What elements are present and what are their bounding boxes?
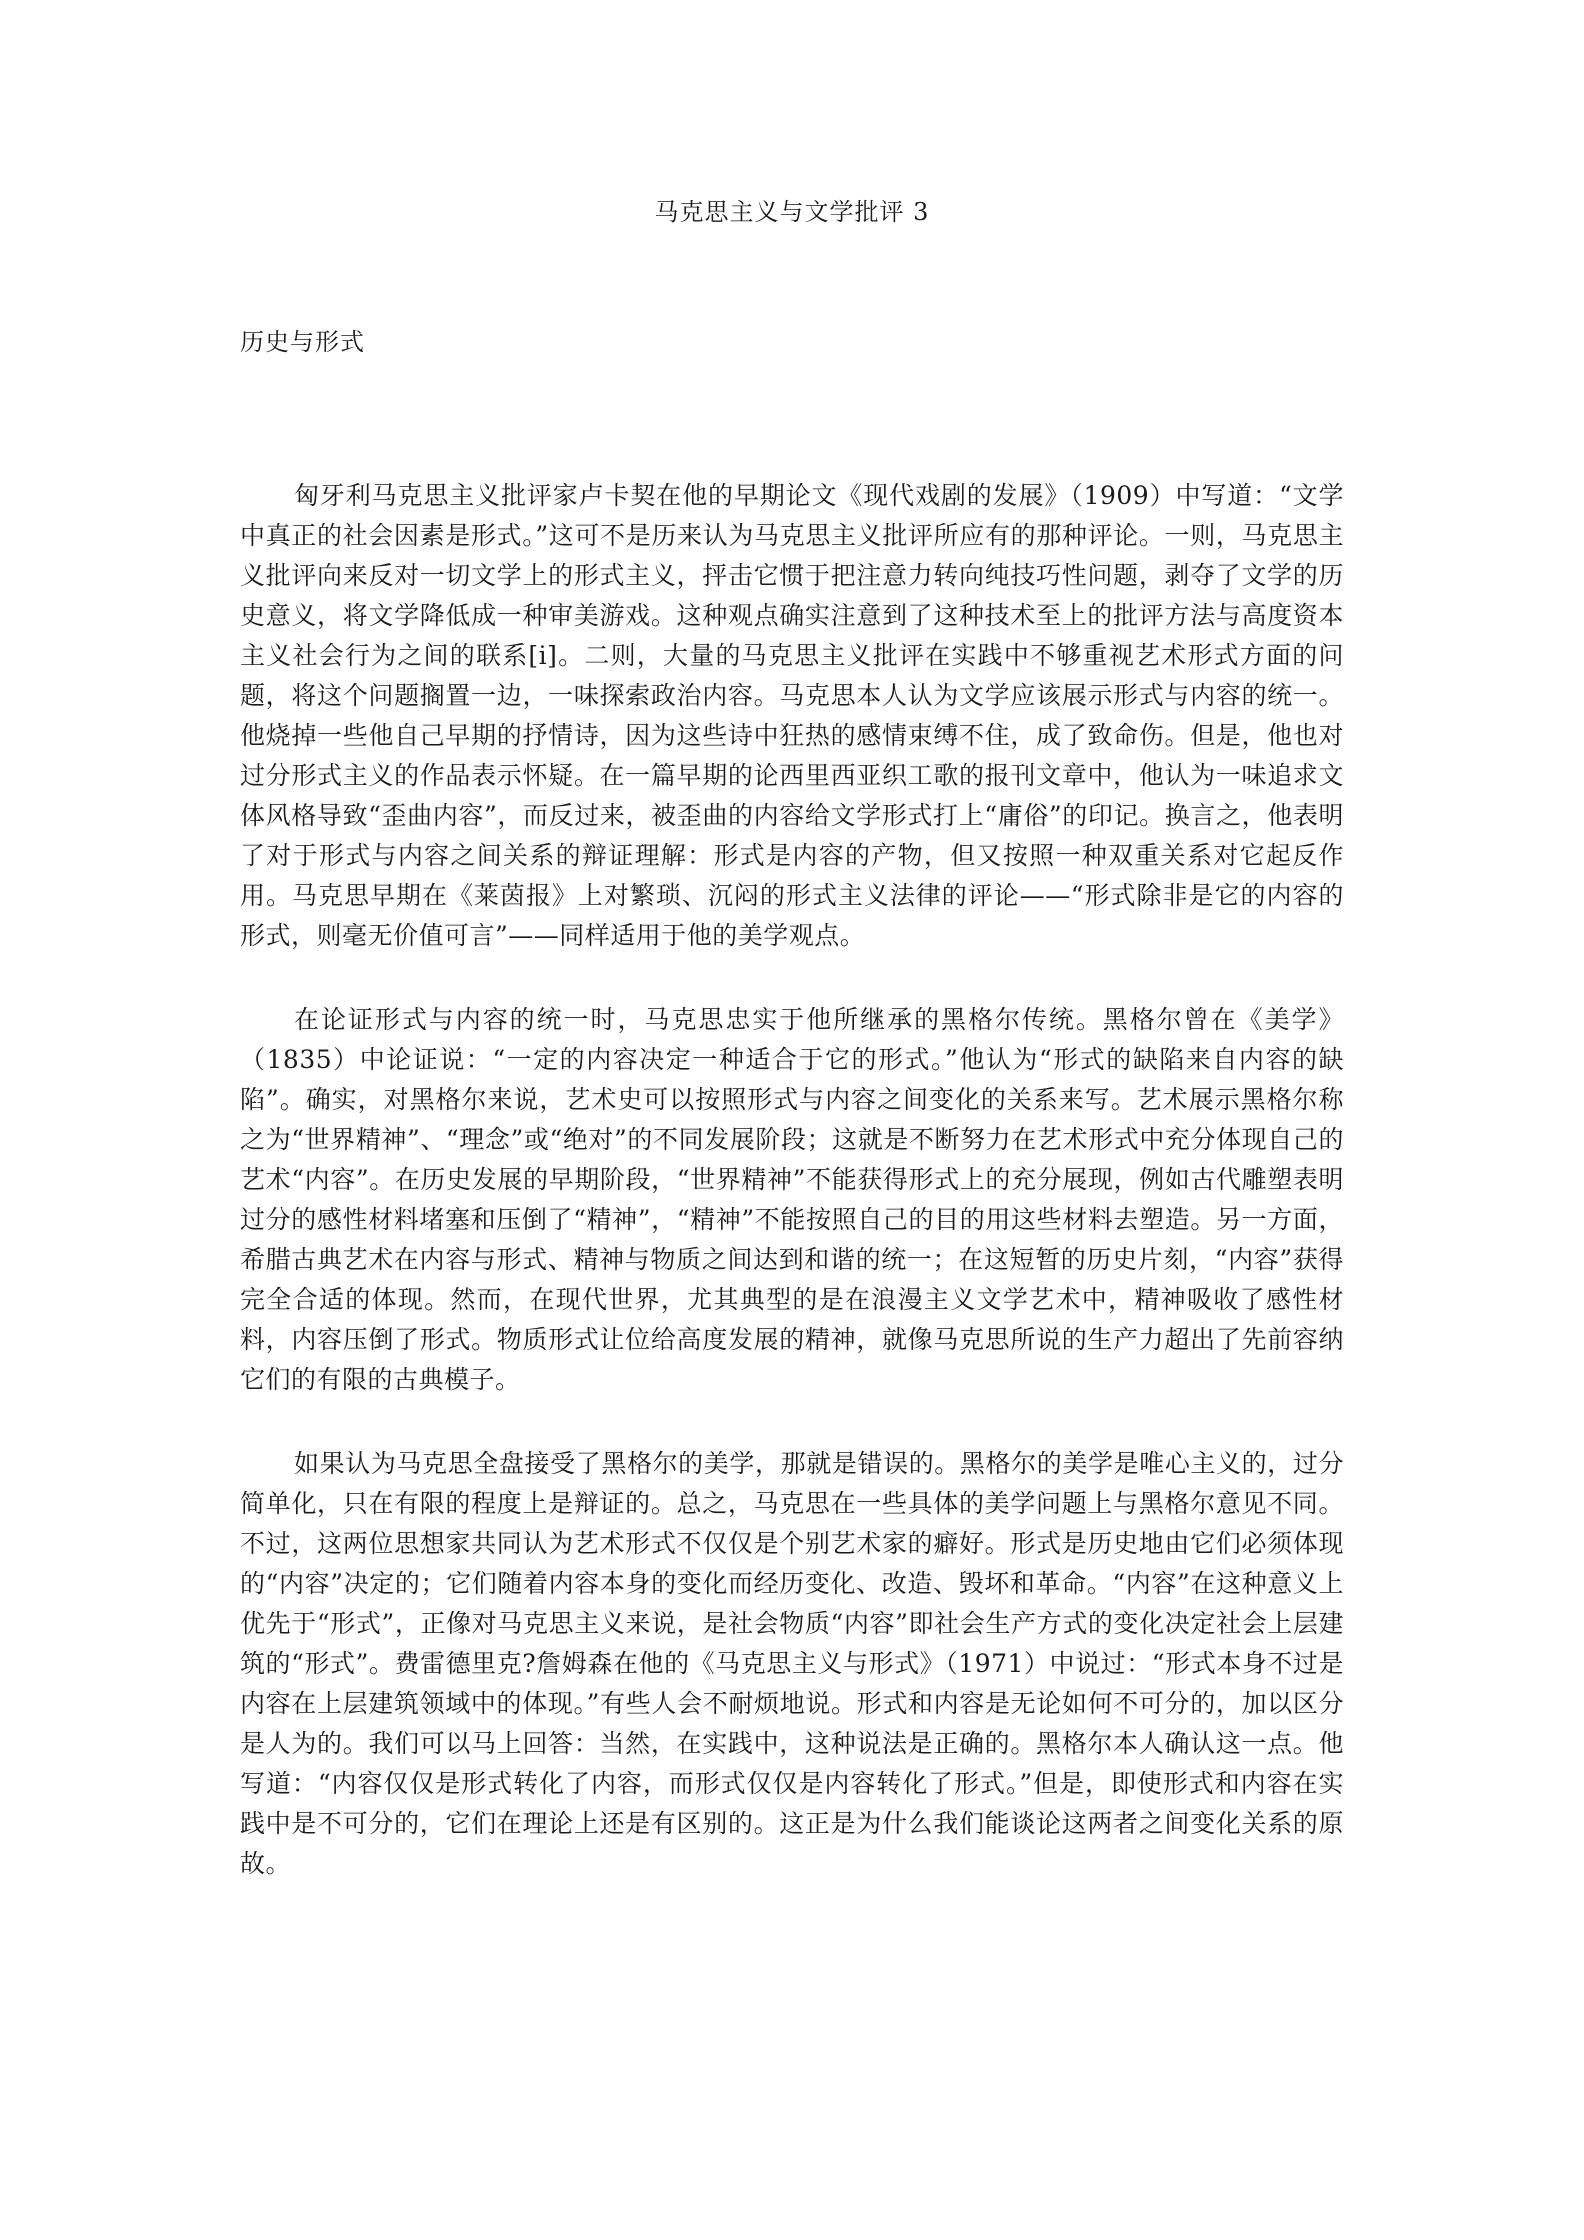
paragraph-1: 匈牙利马克思主义批评家卢卡契在他的早期论文《现代戏剧的发展》（1909）中写道：“文学中真正的社会因素是形式。”这可不是历来认为马克思主义批评所应有的那种评论。一则，马克思主义批评向来反对一切文学上的形式主义，抨击它惯于把注意力转向纯技巧性问题，剥夺了文学的历史意义，将文学降低成一种审美游戏。这种观点确实注意到了这种技术至上的批评方法与高度资本主义社会行为之间的联系[i]。二则，大量的马克思主义批评在实践中不够重视艺术形式方面的问题，将这个问题搁置一边，一味探索政治内容。马克思本人认为文学应该展示形式与内容的统一。他烧掉一些他自己早期的抒情诗，因为这些诗中狂热的感情束缚不住，成了致命伤。但是，他也对过分形式主义的作品表示怀疑。在一篇早期的论西里西亚织工歌的报刊文章中，他认为一味追求文体风格导致“歪曲内容”，而反过来，被歪曲的内容给文学形式打上“庸俗”的印记。换言之，他表明了对于形式与内容之间关系的辩证理解：形式是内容的产物，但又按照一种双重关系对它起反作用。马克思早期在《莱茵报》上对繁琐、沉闷的形式主义法律的评论——“形式除非是它的内容的形式，则毫无价值可言”——同样适用于他的美学观点。 [240, 481, 1344, 950]
document-title: 马克思主义与文学批评 3 [654, 198, 930, 226]
section-heading: 历史与形式 [240, 328, 365, 356]
paragraph-3: 如果认为马克思全盘接受了黑格尔的美学，那就是错误的。黑格尔的美学是唯心主义的，过分简单化，只在有限的程度上是辩证的。总之，马克思在一些具体的美学问题上与黑格尔意见不同。不过，这两位思想家共同认为艺术形式不仅仅是个别艺术家的癖好。形式是历史地由它们必须体现的“内容”决定的；它们随着内容本身的变化而经历变化、改造、毁坏和革命。“内容”在这种意义上优先于“形式”，正像对马克思主义来说，是社会物质“内容”即社会生产方式的变化决定社会上层建筑的“形式”。费雷德里克?詹姆森在他的《马克思主义与形式》（1971）中说过：“形式本身不过是内容在上层建筑领域中的体现。”有些人会不耐烦地说。形式和内容是无论如何不可分的，加以区分是人为的。我们可以马上回答：当然，在实践中，这种说法是正确的。黑格尔本人确认这一点。他写道：“内容仅仅是形式转化了内容，而形式仅仅是内容转化了形式。”但是，即使形式和内容在实践中是不可分的，它们在理论上还是有区别的。这正是为什么我们能谈论这两者之间变化关系的原故。 [240, 1449, 1344, 1878]
body-text [240, 476, 1344, 1928]
paragraph-2: 在论证形式与内容的统一时，马克思忠实于他所继承的黑格尔传统。黑格尔曾在《美学》（1835）中论证说：“一定的内容决定一种适合于它的形式。”他认为“形式的缺陷来自内容的缺陷”。确实，对黑格尔来说，艺术史可以按照形式与内容之间变化的关系来写。艺术展示黑格尔称之为“世界精神”、“理念”或“绝对”的不同发展阶段；这就是不断努力在艺术形式中充分体现自己的艺术“内容”。在历史发展的早期阶段，“世界精神”不能获得形式上的充分展现，例如古代雕塑表明过分的感性材料堵塞和压倒了“精神”，“精神”不能按照自己的目的用这些材料去塑造。另一方面，希腊古典艺术在内容与形式、精神与物质之间达到和谐的统一；在这短暂的历史片刻，“内容”获得完全合适的体现。然而，在现代世界，尤其典型的是在浪漫主义文学艺术中，精神吸收了感性材料，内容压倒了形式。物质形式让位给高度发展的精神，就像马克思所说的生产力超出了先前容纳它们的有限的古典模子。 [240, 1005, 1344, 1394]
